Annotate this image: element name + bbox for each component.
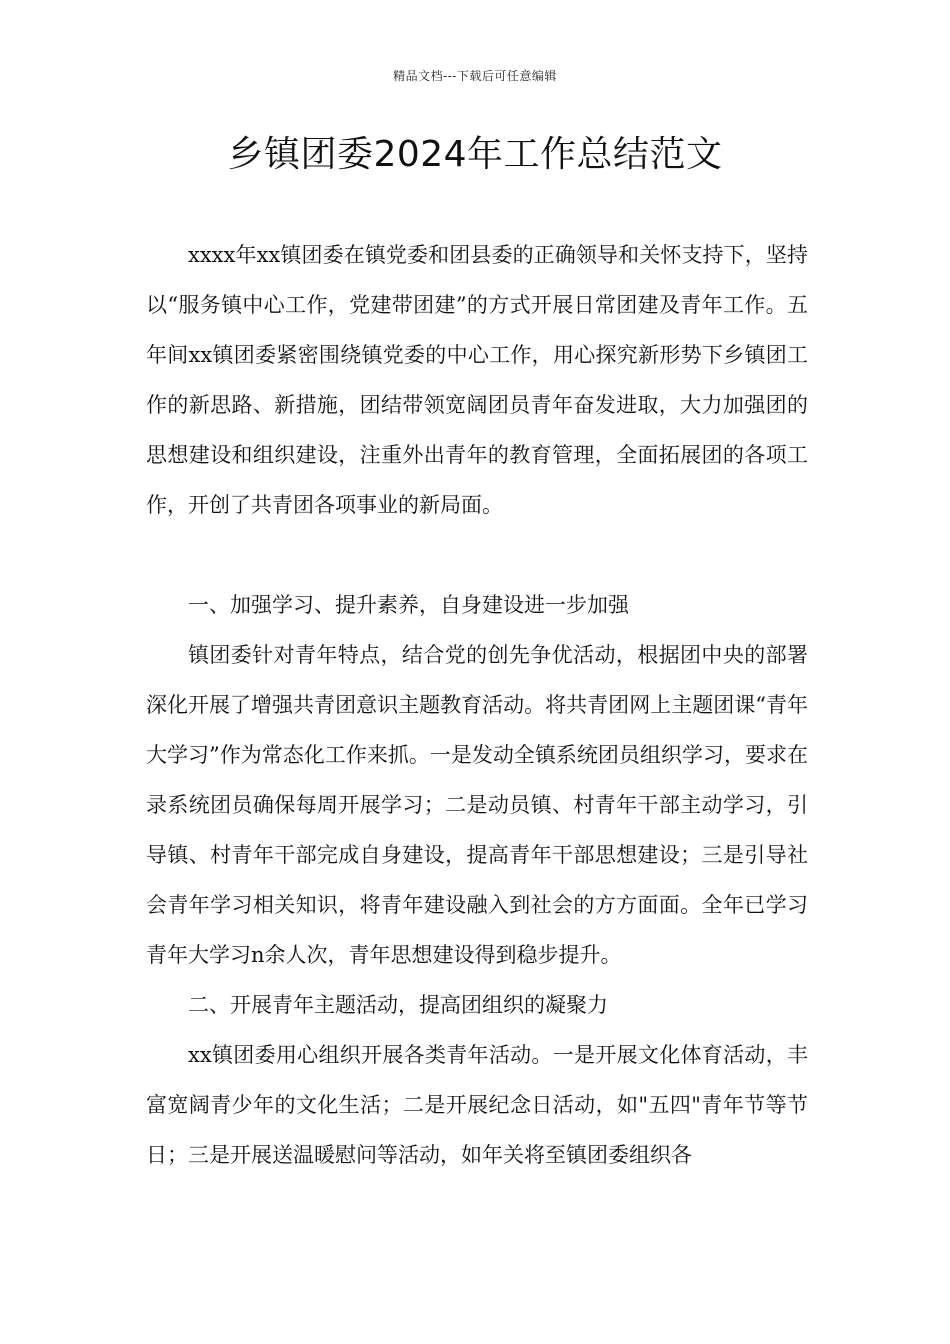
paragraph-spacer <box>146 530 808 580</box>
section-2-body: xx镇团委用心组织开展各类青年活动。一是开展文化体育活动，丰富宽阔青少年的文化生活；二是开展纪念日活动，如"五四"青年节等节日；三是开展送温暖慰问等活动，如年关将至镇团委组织各 <box>146 1043 808 1167</box>
section-1-body: 镇团委针对青年特点，结合党的创先争优活动，根据团中央的部署深化开展了增强共青团意识主题教育活动。将共青团网上主题团课“青年大学习”作为常态化工作来抓。一是发动全镇系统团员组织学习，要求在录系统团员确保每周开展学习；二是动员镇、村青年干部主动学习，引导镇、村青年干部完成自身建设，提高青年干部思想建设；三是引导社会青年学习相关知识，将青年建设融入到社会的方方面面。全年已学习青年大学习n余人次，青年思想建设得到稳步提升。 <box>146 643 808 967</box>
intro-paragraph: xxxx年xx镇团委在镇党委和团县委的正确领导和关怀支持下，坚持以“服务镇中心工作，党建带团建”的方式开展日常团建及青年工作。五年间xx镇团委紧密围绕镇党委的中心工作，用心探究新形势下乡镇团工作的新思路、新措施，团结带领宽阔团员青年奋发进取，大力加强团的思想建设和组织建设，注重外出青年的教育管理，全面拓展团的各项工作，开创了共青团各项事业的新局面。 <box>146 243 808 517</box>
section-1-heading: 一、加强学习、提升素养，自身建设进一步加强 <box>188 593 629 617</box>
document-title: 乡镇团委2024年工作总结范文 <box>227 134 723 175</box>
document-body <box>146 230 808 1180</box>
section-2-heading: 二、开展青年主题活动，提高团组织的凝聚力 <box>188 993 608 1017</box>
header-note: 精品文档---下载后可任意编辑 <box>393 69 557 83</box>
